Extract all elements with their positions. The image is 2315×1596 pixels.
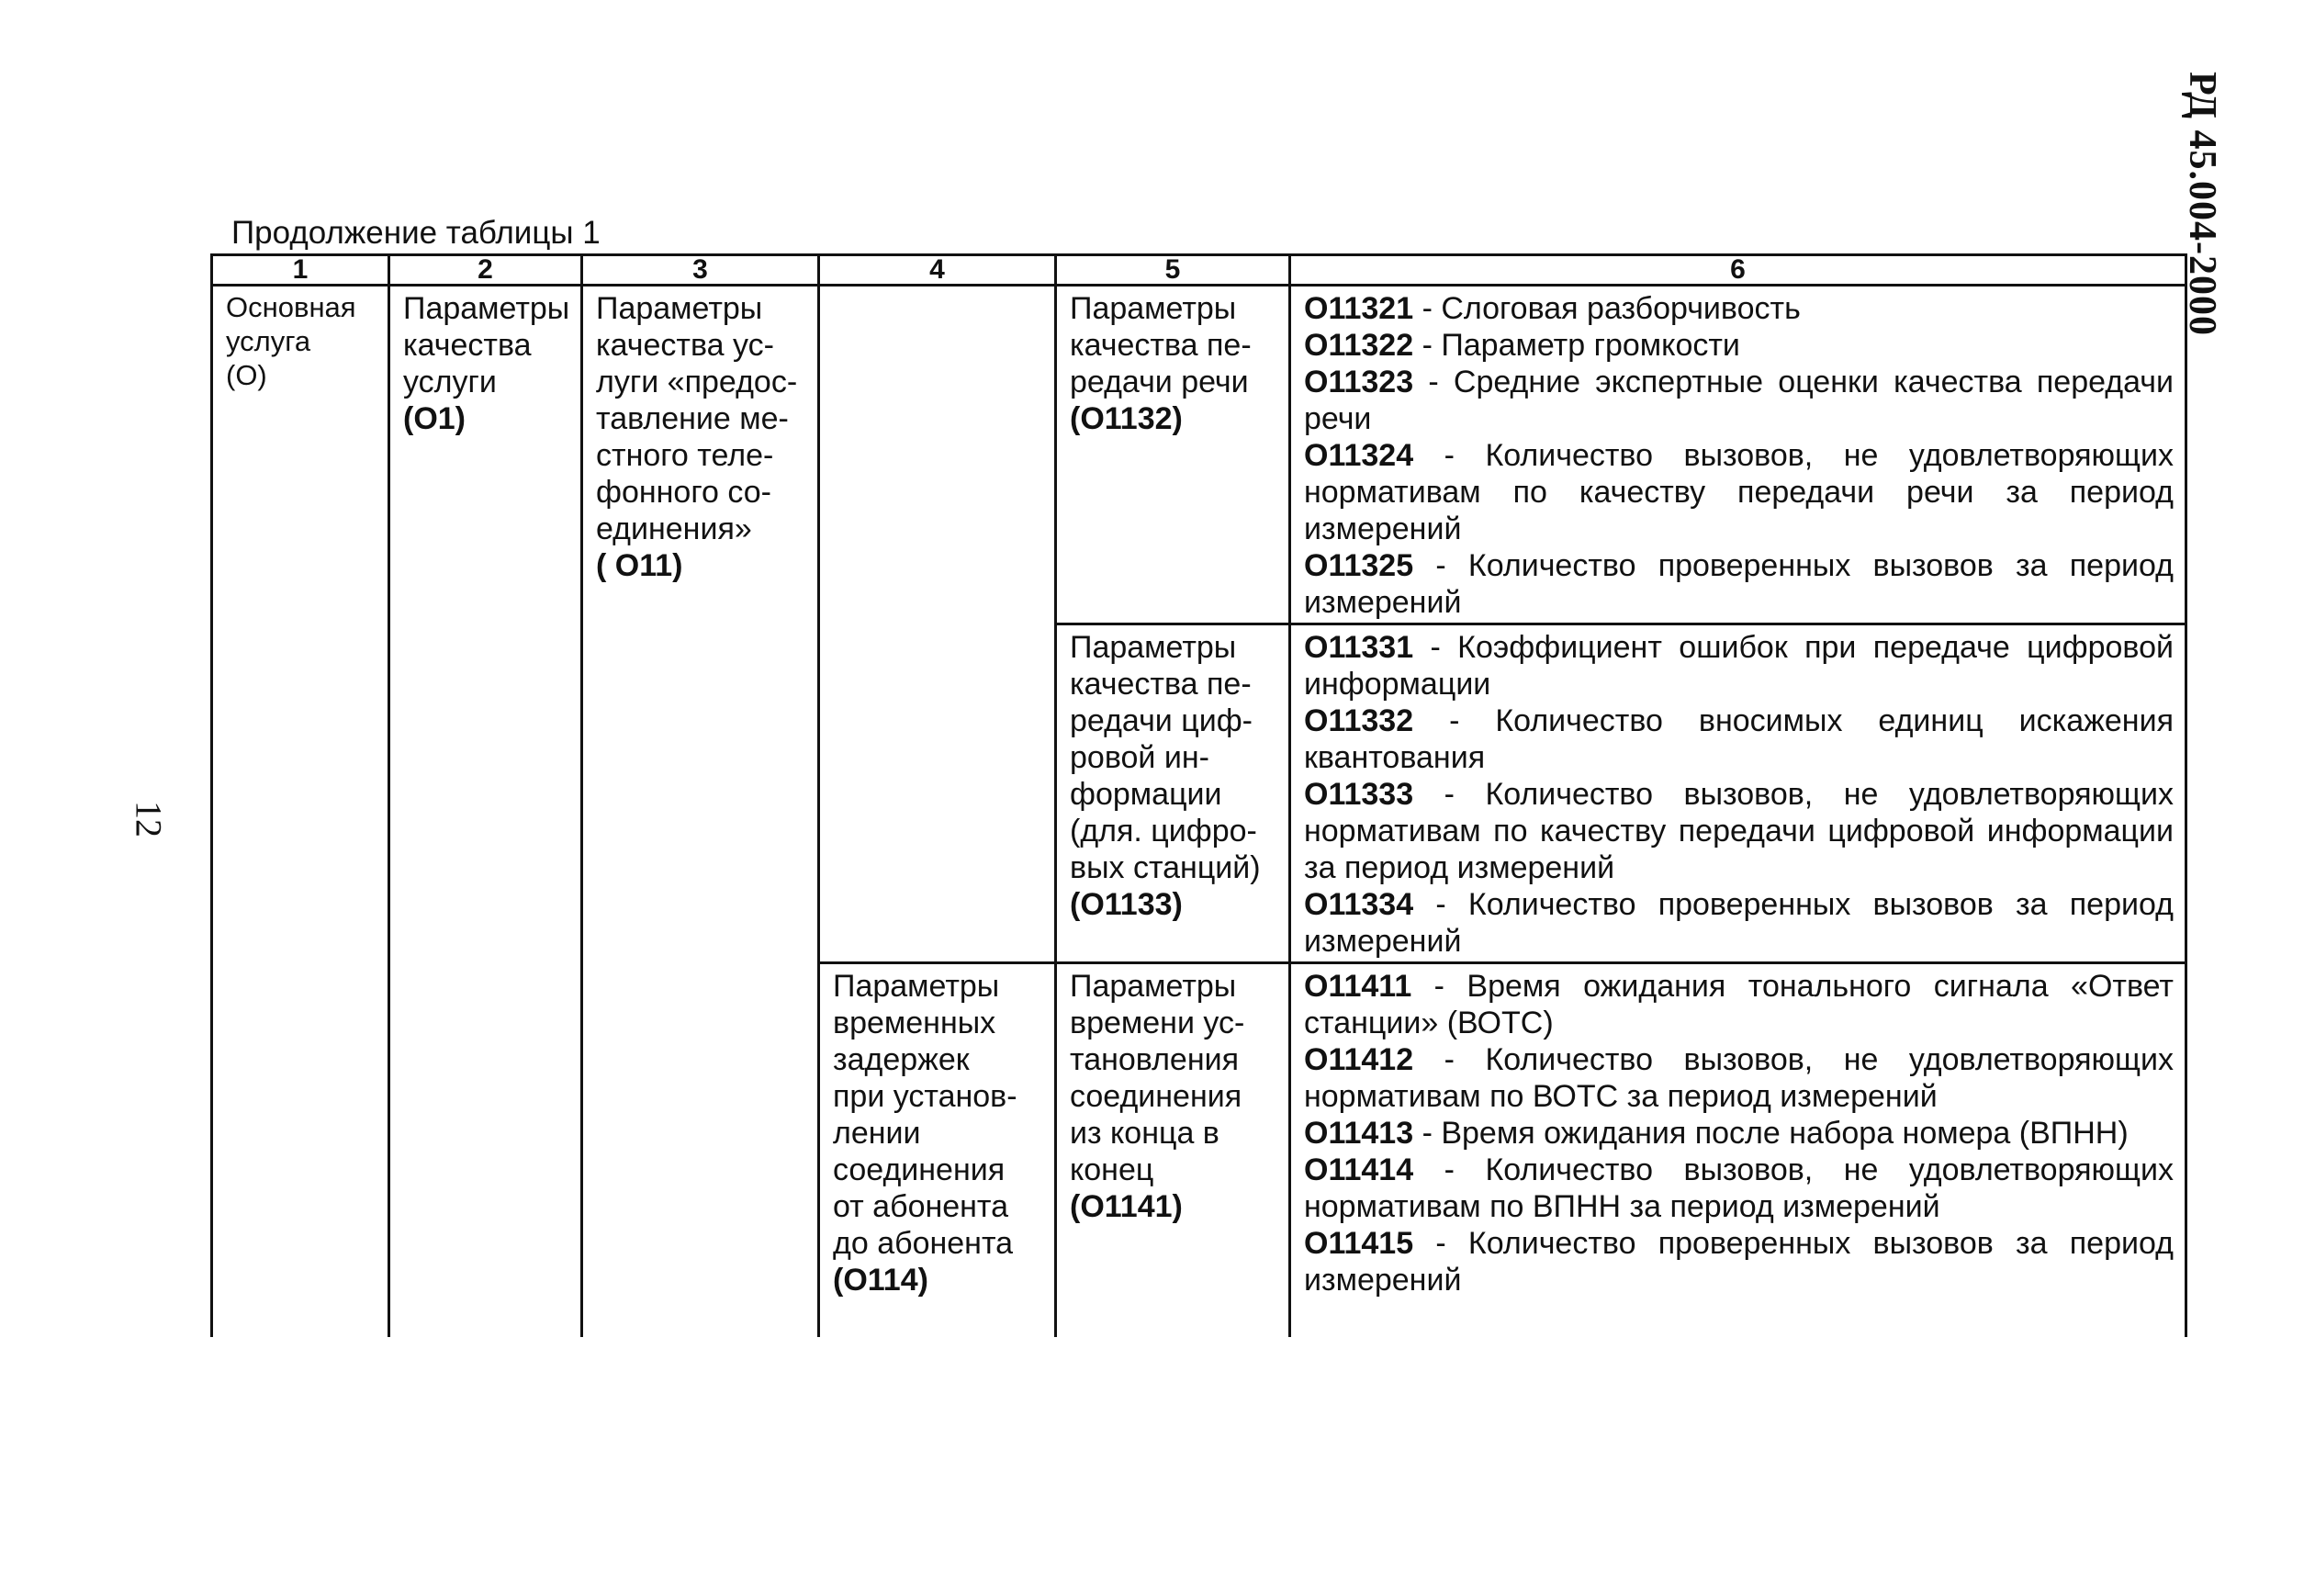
parameter-entry: [1304, 327, 2174, 364]
parameter-text: - Средние экспертные оценки качества передачи речи: [1304, 365, 2174, 436]
speech-quality-group-cell: [1056, 286, 1290, 624]
header-cell: 2: [389, 255, 582, 286]
cell-line: ровой ин-: [1070, 740, 1209, 775]
table-row: [212, 286, 2186, 624]
parameter-code: О11331: [1304, 630, 1414, 665]
cell-line: редачи речи: [1070, 365, 1249, 399]
cell-line: соединения: [833, 1152, 1006, 1187]
header-row: [212, 255, 2186, 286]
empty-group-cell: [819, 286, 1056, 963]
cell-line: Основная: [226, 291, 356, 323]
cell-line: Параметры: [403, 291, 570, 326]
cell-line: Параметры: [1070, 630, 1237, 665]
cell-line: задержек: [833, 1042, 970, 1077]
parameter-entry: [1304, 776, 2174, 886]
cell-line: тавление ме-: [596, 401, 789, 436]
cell-line: из конца в: [1070, 1116, 1219, 1151]
cell-line: конец: [1070, 1152, 1154, 1187]
cell-line: при установ-: [833, 1079, 1017, 1114]
cell-code: ( О11): [596, 548, 683, 583]
parameter-entry: [1304, 1152, 2174, 1225]
cell-line: фонного со-: [596, 475, 771, 510]
cell-line: (для. цифро-: [1070, 814, 1257, 849]
parameter-entry: [1304, 629, 2174, 702]
parameter-text: - Количество вносимых единиц искажения квантования: [1304, 703, 2174, 775]
parameter-entry: [1304, 364, 2174, 437]
parameter-code: О11324: [1304, 438, 1414, 473]
parameter-code: О11411: [1304, 969, 1412, 1004]
cell-code: (О1133): [1070, 887, 1183, 922]
parameter-code: О11333: [1304, 777, 1414, 812]
cell-line: Параметры: [1070, 291, 1237, 326]
basic-service-cell: [212, 286, 389, 1338]
cell-code: (О): [226, 359, 267, 391]
parameter-text: - Количество проверенных вызовов за период измерений: [1304, 548, 2174, 620]
header-cell: 1: [212, 255, 389, 286]
cell-line: тановления: [1070, 1042, 1239, 1077]
table-caption: Продолжение таблицы 1: [231, 215, 601, 251]
cell-line: единения»: [596, 511, 752, 546]
cell-line: Параметры: [596, 291, 763, 326]
parameter-text: - Количество вызовов, не удовлетворяющих нормативам по качеству передачи цифровой информации за период измерений: [1304, 777, 2174, 885]
cell-line: луги «предос-: [596, 365, 798, 399]
cell-code: (О1132): [1070, 401, 1183, 436]
cell-line: формации: [1070, 777, 1222, 812]
parameter-entry: [1304, 702, 2174, 776]
parameter-entry: [1304, 968, 2174, 1041]
parameter-code: О11334: [1304, 887, 1414, 922]
local-connection-quality-cell: [582, 286, 819, 1338]
parameter-text: - Время ожидания после набора номера (ВПНН): [1413, 1116, 2129, 1151]
cell-line: соединения: [1070, 1079, 1242, 1114]
parameter-text: - Параметр громкости: [1413, 328, 1740, 363]
parameter-code: О11412: [1304, 1042, 1414, 1077]
parameter-entry: [1304, 1041, 2174, 1115]
cell-line: качества пе-: [1070, 667, 1252, 702]
cell-line: лении: [833, 1116, 921, 1151]
parameter-entry: [1304, 547, 2174, 621]
parameter-code: О11414: [1304, 1152, 1414, 1187]
digital-quality-params-cell: [1290, 624, 2186, 963]
cell-line: качества ус-: [596, 328, 774, 363]
parameter-entry: [1304, 290, 2174, 327]
parameter-code: О11413: [1304, 1116, 1414, 1151]
cell-line: Параметры: [1070, 969, 1237, 1004]
cell-line: от абонента: [833, 1189, 1009, 1224]
parameter-code: О11322: [1304, 328, 1414, 363]
cell-code: (О1): [403, 401, 466, 436]
cell-line: услуга: [226, 325, 311, 357]
cell-line: услуги: [403, 365, 497, 399]
header-cell: 4: [819, 255, 1056, 286]
setup-time-group-cell: [1056, 963, 1290, 1338]
parameter-text: - Время ожидания тонального сигнала «Ответ станции» (ВОТС): [1304, 969, 2174, 1040]
parameter-code: О11325: [1304, 548, 1414, 583]
parameter-text: - Количество вызовов, не удовлетворяющих нормативам по ВОТС за период измерений: [1304, 1042, 2174, 1114]
parameter-code: О11415: [1304, 1226, 1414, 1261]
speech-quality-params-cell: [1290, 286, 2186, 624]
parameter-entry: [1304, 886, 2174, 960]
header-cell: 6: [1290, 255, 2186, 286]
cell-line: времени ус-: [1070, 1006, 1245, 1040]
cell-line: качества пе-: [1070, 328, 1252, 363]
cell-line: редачи циф-: [1070, 703, 1253, 738]
parameters-table: [210, 253, 2187, 1337]
cell-line: качества: [403, 328, 532, 363]
cell-code: (О114): [833, 1263, 928, 1298]
page-number: 12: [128, 801, 170, 837]
delay-params-group-cell: [819, 963, 1056, 1338]
digital-quality-group-cell: [1056, 624, 1290, 963]
parameter-text: - Количество вызовов, не удовлетворяющих нормативам по ВПНН за период измерений: [1304, 1152, 2174, 1224]
header-cell: 3: [582, 255, 819, 286]
parameter-code: О11323: [1304, 365, 1414, 399]
parameter-text: - Слоговая разборчивость: [1413, 291, 1801, 326]
cell-line: вых станций): [1070, 850, 1261, 885]
parameter-entry: [1304, 1115, 2174, 1152]
parameter-entry: [1304, 1225, 2174, 1298]
header-cell: 5: [1056, 255, 1290, 286]
document-code: РД 45.004-2000: [2181, 71, 2223, 337]
cell-line: до абонента: [833, 1226, 1014, 1261]
service-quality-cell: [389, 286, 582, 1338]
cell-line: стного теле-: [596, 438, 774, 473]
parameter-text: - Количество вызовов, не удовлетворяющих нормативам по качеству передачи речи за период измерений: [1304, 438, 2174, 546]
cell-line: временных: [833, 1006, 996, 1040]
setup-time-params-cell: [1290, 963, 2186, 1338]
parameter-code: О11332: [1304, 703, 1414, 738]
parameter-entry: [1304, 437, 2174, 547]
parameter-text: - Количество проверенных вызовов за период измерений: [1304, 887, 2174, 959]
parameter-text: - Коэффициент ошибок при передаче цифровой информации: [1304, 630, 2174, 702]
parameter-code: О11321: [1304, 291, 1414, 326]
parameter-text: - Количество проверенных вызовов за период измерений: [1304, 1226, 2174, 1298]
cell-line: Параметры: [833, 969, 1000, 1004]
cell-code: (О1141): [1070, 1189, 1183, 1224]
